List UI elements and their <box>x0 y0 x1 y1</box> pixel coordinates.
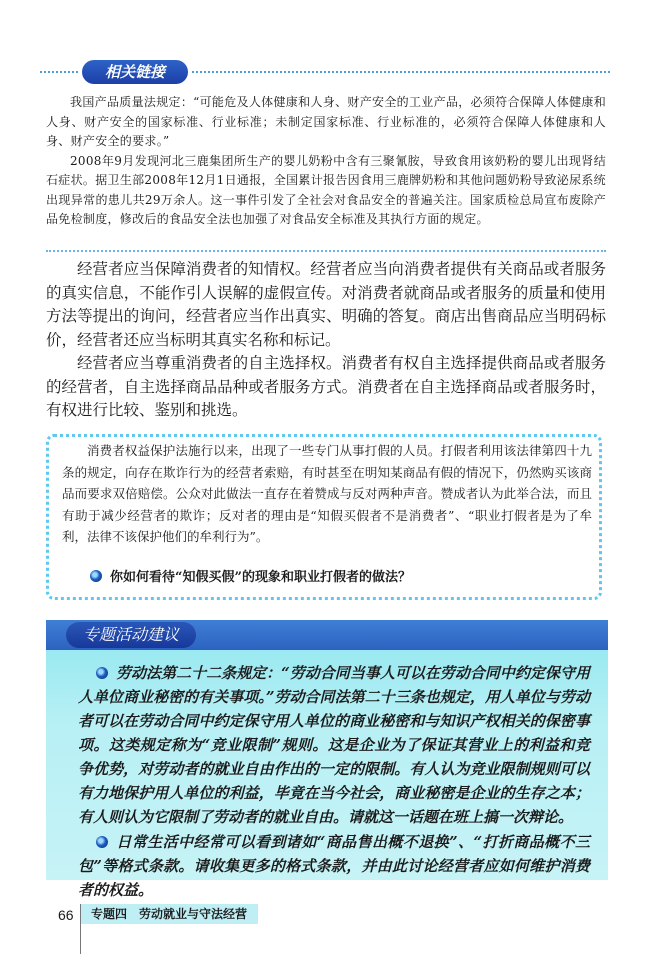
activity-item-text: 日常生活中经常可以看到诸如“商品售出概不退换”、“打折商品概不三包”等格式条款。请收集更多的格式条款，并由此讨论经营者应如何维护消费者的权益。 <box>78 833 590 899</box>
activity-item <box>78 830 590 902</box>
activity-item-text: 劳动法第二十二条规定：“劳动合同当事人可以在劳动合同中约定保守用人单位商业秘密的有关事项。”劳动合同法第二十三条也规定，用人单位与劳动者可以在劳动合同中约定保守用人单位的商业秘密和与知识产权相关的保密事项。这类规定称为“竞业限制”规则。这是企业为了保证其营业上的利益和竞争优势，对劳动者的就业自由作出的一定的限制。有人认为竞业限制规则可以有力地保护用人单位的利益，毕竟在当今社会，商业秘密是企业的生存之本；有人则认为它限制了劳动者的就业自由。请就这一话题在班上搞一次辩论。 <box>78 664 590 826</box>
case-study-text <box>62 440 592 548</box>
body-paragraph: 经营者应当保障消费者的知情权。经营者应当向消费者提供有关商品或者服务的真实信息，不能作引人误解的虚假宣传。对消费者就商品或者服务的质量和使用方法等提出的询问，经营者应当作出真实、明确的答复。商店出售商品应当明码标价，经营者还应当标明其真实名称和标记。 <box>46 261 606 349</box>
related-link-paragraph: 2008年9月发现河北三鹿集团所生产的婴儿奶粉中含有三聚氰胺，导致食用该奶粉的婴儿出现肾结石症状。据卫生部2008年12月1日通报，全国累计报告因食用三鹿牌奶粉和其他问题奶粉导致泌尿系统出现异常的患儿共29万余人。这一事件引发了全社会对食品安全的普遍关注。国家质检总局宣布废除产品免检制度，修改后的食品安全法也加强了对食品安全标准及其执行方面的规定。 <box>46 153 606 226</box>
related-link-badge: 相关链接 <box>82 60 188 84</box>
discussion-question <box>90 568 411 588</box>
main-body <box>46 258 606 423</box>
page-number: 66 <box>58 907 74 923</box>
activity-item <box>78 661 590 829</box>
dotted-divider <box>192 71 610 73</box>
question-text: 你如何看待“知假买假”的现象和职业打假者的做法？ <box>110 570 411 585</box>
section-separator <box>46 250 606 252</box>
related-link-paragraph: 我国产品质量法规定：“可能危及人体健康和人身、财产安全的工业产品，必须符合保障人体健康和人身、财产安全的国家标准、行业标准；未制定国家标准、行业标准的，必须符合保障人体健康和人身、财产安全的要求。” <box>46 95 606 148</box>
bullet-icon <box>90 570 102 582</box>
bullet-icon <box>96 836 108 848</box>
bullet-icon <box>96 667 108 679</box>
activity-title: 专题活动建议 <box>66 622 196 648</box>
related-link-content <box>46 93 606 230</box>
case-paragraph: 消费者权益保护法施行以来，出现了一些专门从事打假的人员。打假者利用该法律第四十九条的规定，向存在欺诈行为的经营者索赔，有时甚至在明知某商品有假的情况下，仍然购买该商品而要求双倍赔偿。公众对此做法一直存在着赞成与反对两种声音。赞成者认为此举合法，而且有助于减少经营者的欺诈；反对者的理由是“知假买假者不是消费者”、“职业打假者是为了牟利，法律不该保护他们的牟利行为”。 <box>62 443 592 544</box>
related-link-header <box>40 60 610 84</box>
footer-section-label: 专题四 劳动就业与守法经营 <box>81 904 258 924</box>
body-paragraph: 经营者应当尊重消费者的自主选择权。消费者有权自主选择提供商品或者服务的经营者，自主选择商品品种或者服务方式。消费者在自主选择商品或者服务时，有权进行比较、鉴别和挑选。 <box>46 355 606 419</box>
dotted-divider <box>40 71 78 73</box>
